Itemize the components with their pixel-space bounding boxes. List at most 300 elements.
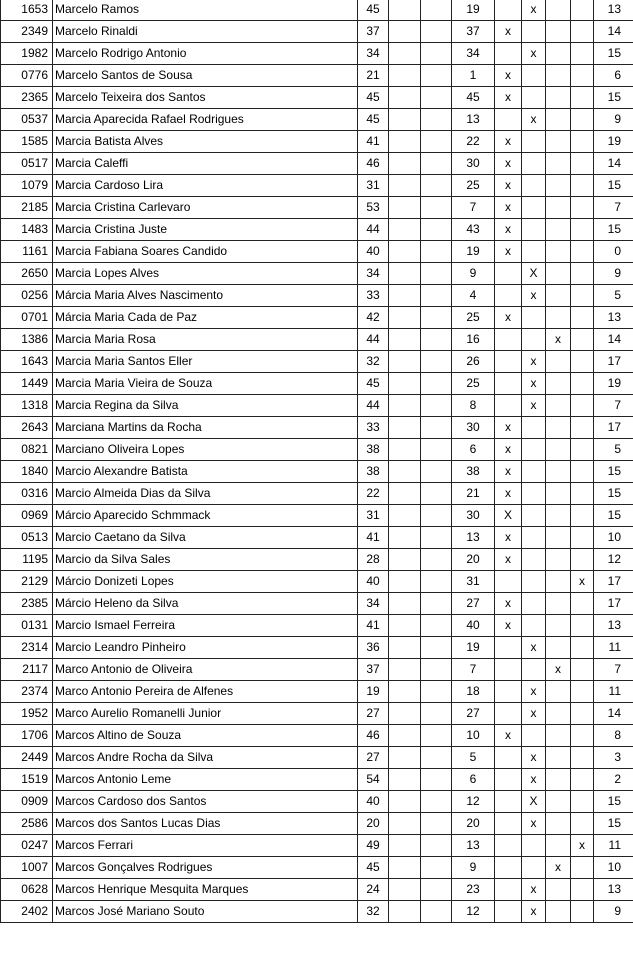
record-name: Marciano Oliveira Lopes <box>53 439 358 461</box>
record-code: 1079 <box>1 175 53 197</box>
mark-2 <box>522 21 546 43</box>
mark-4 <box>571 241 594 263</box>
mark-1: x <box>495 307 522 329</box>
record-name: Marcio Ismael Ferreira <box>53 615 358 637</box>
value-d: 12 <box>452 901 495 923</box>
value-a: 45 <box>358 373 389 395</box>
mark-4 <box>571 527 594 549</box>
mark-3 <box>546 153 571 175</box>
record-total: 13 <box>594 0 633 21</box>
mark-1 <box>495 813 522 835</box>
mark-4 <box>571 593 594 615</box>
value-b <box>389 901 421 923</box>
value-c <box>421 219 452 241</box>
value-d: 19 <box>452 637 495 659</box>
value-a: 33 <box>358 285 389 307</box>
value-c <box>421 153 452 175</box>
record-name: Marcia Cristina Juste <box>53 219 358 241</box>
value-d: 20 <box>452 549 495 571</box>
mark-4 <box>571 21 594 43</box>
mark-4: x <box>571 835 594 857</box>
value-c <box>421 307 452 329</box>
mark-4 <box>571 285 594 307</box>
mark-2 <box>522 87 546 109</box>
mark-3 <box>546 197 571 219</box>
record-total: 15 <box>594 87 633 109</box>
record-code: 2365 <box>1 87 53 109</box>
mark-2 <box>522 835 546 857</box>
value-c <box>421 483 452 505</box>
record-code: 2314 <box>1 637 53 659</box>
mark-2 <box>522 175 546 197</box>
mark-3 <box>546 0 571 21</box>
value-a: 49 <box>358 835 389 857</box>
record-name: Márcio Aparecido Schmmack <box>53 505 358 527</box>
value-b <box>389 703 421 725</box>
record-total: 13 <box>594 307 633 329</box>
mark-1: x <box>495 483 522 505</box>
record-name: Marcos Altino de Souza <box>53 725 358 747</box>
value-a: 41 <box>358 131 389 153</box>
mark-4 <box>571 483 594 505</box>
record-code: 0701 <box>1 307 53 329</box>
mark-4 <box>571 615 594 637</box>
value-a: 44 <box>358 329 389 351</box>
value-b <box>389 791 421 813</box>
mark-4 <box>571 659 594 681</box>
mark-1: x <box>495 549 522 571</box>
table-row <box>1 65 633 87</box>
value-c <box>421 109 452 131</box>
record-code: 2449 <box>1 747 53 769</box>
value-d: 25 <box>452 175 495 197</box>
table-row <box>1 901 633 923</box>
value-b <box>389 109 421 131</box>
mark-2: x <box>522 109 546 131</box>
record-total: 5 <box>594 285 633 307</box>
value-c <box>421 593 452 615</box>
table-body <box>1 0 633 923</box>
mark-3 <box>546 637 571 659</box>
record-name: Marcia Maria Vieira de Souza <box>53 373 358 395</box>
mark-1 <box>495 879 522 901</box>
record-name: Marcia Fabiana Soares Candido <box>53 241 358 263</box>
value-b <box>389 373 421 395</box>
mark-1: x <box>495 461 522 483</box>
value-b <box>389 417 421 439</box>
value-c <box>421 505 452 527</box>
mark-3: x <box>546 659 571 681</box>
value-a: 45 <box>358 857 389 879</box>
mark-2: x <box>522 637 546 659</box>
record-total: 13 <box>594 615 633 637</box>
mark-1 <box>495 901 522 923</box>
record-total: 11 <box>594 681 633 703</box>
table-row <box>1 791 633 813</box>
record-name: Marcelo Santos de Sousa <box>53 65 358 87</box>
mark-1 <box>495 703 522 725</box>
record-total: 10 <box>594 527 633 549</box>
mark-2 <box>522 725 546 747</box>
value-d: 12 <box>452 791 495 813</box>
record-total: 14 <box>594 329 633 351</box>
record-name: Marcia Cardoso Lira <box>53 175 358 197</box>
mark-1 <box>495 263 522 285</box>
mark-2: x <box>522 43 546 65</box>
record-name: Marcelo Ramos <box>53 0 358 21</box>
value-c <box>421 725 452 747</box>
record-code: 0969 <box>1 505 53 527</box>
mark-2 <box>522 417 546 439</box>
mark-1 <box>495 329 522 351</box>
mark-4 <box>571 219 594 241</box>
record-name: Marcia Maria Santos Eller <box>53 351 358 373</box>
table-row <box>1 593 633 615</box>
record-code: 0537 <box>1 109 53 131</box>
value-c <box>421 769 452 791</box>
mark-2 <box>522 549 546 571</box>
table-row <box>1 505 633 527</box>
record-code: 2374 <box>1 681 53 703</box>
mark-1 <box>495 681 522 703</box>
record-total: 11 <box>594 637 633 659</box>
value-c <box>421 791 452 813</box>
table-row <box>1 43 633 65</box>
value-b <box>389 615 421 637</box>
mark-4 <box>571 65 594 87</box>
value-a: 45 <box>358 109 389 131</box>
record-total: 15 <box>594 791 633 813</box>
value-c <box>421 373 452 395</box>
value-b <box>389 285 421 307</box>
mark-3 <box>546 439 571 461</box>
mark-3 <box>546 175 571 197</box>
mark-4 <box>571 131 594 153</box>
mark-1 <box>495 395 522 417</box>
table-row <box>1 219 633 241</box>
mark-4 <box>571 857 594 879</box>
record-total: 14 <box>594 21 633 43</box>
table-row <box>1 87 633 109</box>
value-c <box>421 263 452 285</box>
value-a: 24 <box>358 879 389 901</box>
value-c <box>421 703 452 725</box>
value-a: 21 <box>358 65 389 87</box>
record-name: Marcos Andre Rocha da Silva <box>53 747 358 769</box>
mark-2: x <box>522 285 546 307</box>
mark-2: x <box>522 373 546 395</box>
value-a: 28 <box>358 549 389 571</box>
mark-2 <box>522 439 546 461</box>
record-total: 14 <box>594 703 633 725</box>
value-d: 31 <box>452 571 495 593</box>
record-total: 15 <box>594 43 633 65</box>
value-c <box>421 747 452 769</box>
mark-1: x <box>495 527 522 549</box>
value-a: 32 <box>358 351 389 373</box>
mark-4 <box>571 681 594 703</box>
mark-4 <box>571 461 594 483</box>
record-total: 13 <box>594 879 633 901</box>
record-code: 1386 <box>1 329 53 351</box>
value-d: 27 <box>452 703 495 725</box>
value-d: 1 <box>452 65 495 87</box>
record-code: 2129 <box>1 571 53 593</box>
value-a: 46 <box>358 153 389 175</box>
value-b <box>389 153 421 175</box>
mark-1 <box>495 791 522 813</box>
record-name: Marcio Almeida Dias da Silva <box>53 483 358 505</box>
mark-3 <box>546 219 571 241</box>
record-name: Marcio Leandro Pinheiro <box>53 637 358 659</box>
record-total: 17 <box>594 571 633 593</box>
value-d: 19 <box>452 241 495 263</box>
record-code: 1982 <box>1 43 53 65</box>
value-c <box>421 549 452 571</box>
value-c <box>421 329 452 351</box>
value-c <box>421 879 452 901</box>
record-total: 7 <box>594 197 633 219</box>
value-d: 38 <box>452 461 495 483</box>
record-code: 1653 <box>1 0 53 21</box>
value-c <box>421 615 452 637</box>
value-d: 13 <box>452 527 495 549</box>
value-c <box>421 813 452 835</box>
value-a: 41 <box>358 527 389 549</box>
value-d: 19 <box>452 0 495 21</box>
mark-3 <box>546 593 571 615</box>
mark-1: x <box>495 65 522 87</box>
mark-4 <box>571 43 594 65</box>
mark-4 <box>571 505 594 527</box>
table-row <box>1 439 633 461</box>
value-a: 36 <box>358 637 389 659</box>
mark-2 <box>522 131 546 153</box>
record-code: 1195 <box>1 549 53 571</box>
record-name: Marcelo Rodrigo Antonio <box>53 43 358 65</box>
table-row <box>1 879 633 901</box>
value-a: 34 <box>358 43 389 65</box>
mark-1 <box>495 373 522 395</box>
table-row <box>1 175 633 197</box>
mark-2 <box>522 615 546 637</box>
table-row <box>1 241 633 263</box>
value-a: 45 <box>358 0 389 21</box>
mark-3 <box>546 285 571 307</box>
mark-2: x <box>522 395 546 417</box>
value-d: 13 <box>452 109 495 131</box>
record-total: 9 <box>594 109 633 131</box>
value-a: 27 <box>358 747 389 769</box>
record-name: Marcos José Mariano Souto <box>53 901 358 923</box>
mark-1: x <box>495 241 522 263</box>
table-row <box>1 483 633 505</box>
mark-1: x <box>495 219 522 241</box>
mark-4 <box>571 813 594 835</box>
mark-3 <box>546 835 571 857</box>
mark-1 <box>495 43 522 65</box>
mark-3 <box>546 395 571 417</box>
value-c <box>421 461 452 483</box>
record-total: 19 <box>594 373 633 395</box>
record-total: 2 <box>594 769 633 791</box>
mark-2: x <box>522 901 546 923</box>
value-a: 45 <box>358 87 389 109</box>
value-d: 13 <box>452 835 495 857</box>
table-row <box>1 395 633 417</box>
record-name: Márcia Maria Alves Nascimento <box>53 285 358 307</box>
record-total: 3 <box>594 747 633 769</box>
value-b <box>389 0 421 21</box>
record-total: 12 <box>594 549 633 571</box>
value-d: 22 <box>452 131 495 153</box>
record-code: 1318 <box>1 395 53 417</box>
value-d: 37 <box>452 21 495 43</box>
record-code: 2402 <box>1 901 53 923</box>
record-name: Marcelo Rinaldi <box>53 21 358 43</box>
value-d: 34 <box>452 43 495 65</box>
mark-1: x <box>495 615 522 637</box>
mark-3 <box>546 725 571 747</box>
value-b <box>389 65 421 87</box>
record-name: Marcos Gonçalves Rodrigues <box>53 857 358 879</box>
value-c <box>421 835 452 857</box>
value-a: 27 <box>358 703 389 725</box>
value-a: 38 <box>358 439 389 461</box>
value-a: 40 <box>358 791 389 813</box>
record-code: 2643 <box>1 417 53 439</box>
value-b <box>389 329 421 351</box>
record-code: 2349 <box>1 21 53 43</box>
mark-2 <box>522 483 546 505</box>
record-total: 15 <box>594 813 633 835</box>
value-b <box>389 813 421 835</box>
value-a: 44 <box>358 395 389 417</box>
value-d: 25 <box>452 373 495 395</box>
value-a: 33 <box>358 417 389 439</box>
mark-3 <box>546 791 571 813</box>
table-row <box>1 615 633 637</box>
mark-2 <box>522 219 546 241</box>
value-d: 40 <box>452 615 495 637</box>
value-d: 27 <box>452 593 495 615</box>
mark-3 <box>546 461 571 483</box>
mark-3 <box>546 131 571 153</box>
mark-2 <box>522 241 546 263</box>
record-code: 2385 <box>1 593 53 615</box>
mark-4 <box>571 197 594 219</box>
value-c <box>421 241 452 263</box>
record-name: Marco Antonio Pereira de Alfenes <box>53 681 358 703</box>
mark-4 <box>571 0 594 21</box>
value-d: 26 <box>452 351 495 373</box>
table-row <box>1 329 633 351</box>
value-d: 9 <box>452 263 495 285</box>
value-d: 23 <box>452 879 495 901</box>
value-a: 37 <box>358 21 389 43</box>
value-a: 34 <box>358 593 389 615</box>
mark-4 <box>571 769 594 791</box>
table-row <box>1 461 633 483</box>
value-b <box>389 659 421 681</box>
mark-3 <box>546 505 571 527</box>
value-c <box>421 87 452 109</box>
mark-2 <box>522 65 546 87</box>
record-code: 0316 <box>1 483 53 505</box>
record-code: 1449 <box>1 373 53 395</box>
record-code: 1840 <box>1 461 53 483</box>
table-row <box>1 109 633 131</box>
mark-3 <box>546 351 571 373</box>
record-total: 7 <box>594 659 633 681</box>
value-b <box>389 483 421 505</box>
record-total: 17 <box>594 351 633 373</box>
record-code: 0776 <box>1 65 53 87</box>
record-total: 15 <box>594 483 633 505</box>
record-code: 1161 <box>1 241 53 263</box>
mark-4 <box>571 549 594 571</box>
record-code: 1706 <box>1 725 53 747</box>
value-b <box>389 835 421 857</box>
value-d: 6 <box>452 769 495 791</box>
record-code: 0131 <box>1 615 53 637</box>
mark-1: x <box>495 197 522 219</box>
value-b <box>389 571 421 593</box>
table-row <box>1 703 633 725</box>
mark-3 <box>546 769 571 791</box>
value-b <box>389 87 421 109</box>
value-b <box>389 395 421 417</box>
value-b <box>389 263 421 285</box>
record-total: 8 <box>594 725 633 747</box>
mark-1: x <box>495 417 522 439</box>
mark-3 <box>546 43 571 65</box>
mark-1: x <box>495 175 522 197</box>
mark-1: x <box>495 131 522 153</box>
value-c <box>421 439 452 461</box>
value-c <box>421 65 452 87</box>
mark-3 <box>546 571 571 593</box>
mark-2 <box>522 307 546 329</box>
value-d: 4 <box>452 285 495 307</box>
value-c <box>421 659 452 681</box>
table-row <box>1 307 633 329</box>
record-total: 15 <box>594 505 633 527</box>
mark-4 <box>571 725 594 747</box>
table-row <box>1 681 633 703</box>
mark-1 <box>495 571 522 593</box>
value-b <box>389 527 421 549</box>
value-a: 31 <box>358 175 389 197</box>
mark-4 <box>571 417 594 439</box>
record-code: 2185 <box>1 197 53 219</box>
value-b <box>389 219 421 241</box>
mark-4 <box>571 351 594 373</box>
record-total: 17 <box>594 417 633 439</box>
record-code: 1519 <box>1 769 53 791</box>
record-name: Marcia Caleffi <box>53 153 358 175</box>
value-c <box>421 527 452 549</box>
value-d: 8 <box>452 395 495 417</box>
record-code: 1483 <box>1 219 53 241</box>
value-d: 43 <box>452 219 495 241</box>
mark-2 <box>522 153 546 175</box>
value-b <box>389 593 421 615</box>
mark-1: x <box>495 153 522 175</box>
value-b <box>389 461 421 483</box>
value-c <box>421 395 452 417</box>
mark-3 <box>546 307 571 329</box>
